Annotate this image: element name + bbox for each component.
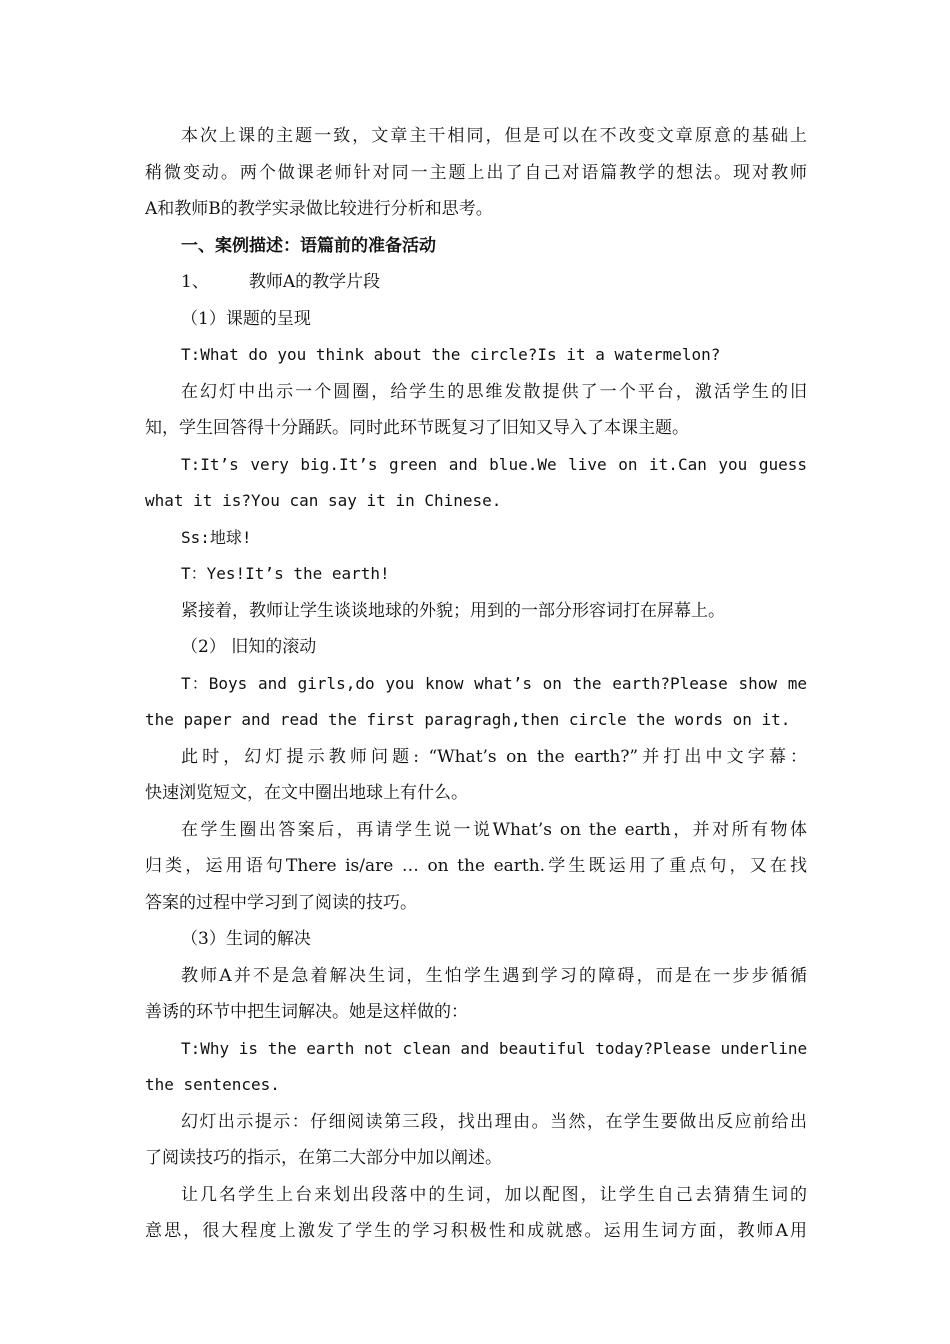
paragraph-line: 稍微变动。两个做课老师针对同一主题上出了自己对语篇教学的想法。现对教师	[145, 162, 807, 183]
document-body	[145, 118, 807, 1250]
list-item-label: 教师A的教学片段	[248, 272, 381, 292]
subheading: （3）生词的解决	[181, 929, 311, 949]
paragraph-line: 教师A并不是急着解决生词，生怕学生遇到学习的障碍，而是在一步步循循	[181, 965, 807, 986]
paragraph-line: 本次上课的主题一致，文章主干相同，但是可以在不改变文章原意的基础上	[181, 126, 807, 146]
paragraph-line: 在幻灯中出示一个圆圈，给学生的思维发散提供了一个平台，激活学生的旧	[181, 381, 807, 402]
dialogue-line: what it is?You can say it in Chinese.	[145, 491, 502, 510]
dialogue-line: T:It’s very big.It’s green and blue.We live on it.Can you guess	[181, 454, 807, 474]
paragraph-line: 快速浏览短文，在文中圈出地球上有什么。	[145, 783, 468, 803]
paragraph-line: 归类，运用语句There is/are … on the earth.学生既运用了重点句，又在找	[145, 856, 807, 876]
subheading: （1）课题的呈现	[181, 308, 311, 329]
dialogue-line: the paper and read the first paragragh,then circle the words on it.	[145, 710, 791, 729]
list-item-heading	[145, 264, 807, 301]
dialogue-line: the sentences.	[145, 1075, 280, 1094]
paragraph-line: 让几名学生上台来划出段落中的生词，加以配图，让学生自己去猜猜生词的	[181, 1184, 807, 1205]
paragraph-line: 答案的过程中学习到了阅读的技巧。	[145, 892, 417, 913]
paragraph-line: 紧接着，教师让学生谈谈地球的外貌；用到的一部分形容词打在屏幕上。	[181, 600, 725, 621]
dialogue-line: T:What do you think about the circle?Is it a watermelon?	[181, 345, 721, 364]
paragraph-line: 在学生圈出答案后，再请学生说一说What’s on the earth，并对所有物体	[181, 819, 807, 840]
paragraph-line: 了阅读技巧的指示，在第二大部分中加以阐述。	[145, 1148, 502, 1168]
subheading: （2） 旧知的滚动	[181, 637, 317, 657]
dialogue-line: Ss:地球!	[181, 527, 252, 547]
section-heading: 一、案例描述：语篇前的准备活动	[181, 235, 436, 256]
paragraph-line: A和教师B的教学实录做比较进行分析和思考。	[145, 199, 493, 219]
dialogue-line: T：Boys and girls,do you know what’s on the earth?Please show me	[181, 673, 807, 693]
paragraph-line: 幻灯出示提示：仔细阅读第三段，找出理由。当然，在学生要做出反应前给出	[181, 1111, 807, 1132]
paragraph-line: 意思，很大程度上激发了学生的学习积极性和成就感。运用生词方面，教师A用	[145, 1221, 807, 1241]
list-marker: 1、	[181, 272, 209, 292]
paragraph-line: 知，学生回答得十分踊跃。同时此环节既复习了旧知又导入了本课主题。	[145, 418, 689, 438]
dialogue-line: T：Yes!It’s the earth!	[181, 564, 390, 583]
dialogue-line: T:Why is the earth not clean and beautiful today?Please underline	[181, 1038, 807, 1058]
paragraph-line: 此时，幻灯提示教师问题: “What’s on the earth?”并打出中文字幕：	[181, 746, 807, 767]
paragraph-line: 善诱的环节中把生词解决。她是这样做的：	[145, 1002, 468, 1022]
